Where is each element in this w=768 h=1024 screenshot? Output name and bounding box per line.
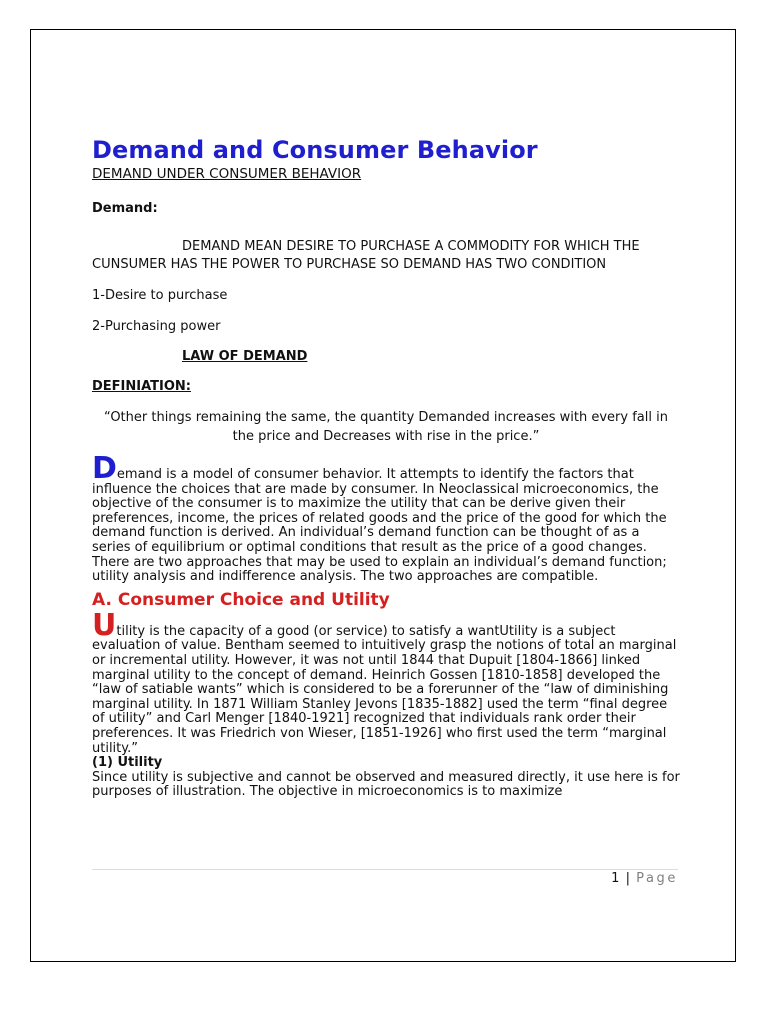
- document-title: Demand and Consumer Behavior: [92, 136, 538, 164]
- condition-1: 1-Desire to purchase: [92, 288, 228, 303]
- page-label: Page: [636, 871, 678, 886]
- paragraph-demand-model-text: emand is a model of consumer behavior. It attempts to identify the factors that influence the choices that are made by consumer. In Neoclassical microeconomics, the objective of the consumer is to maximize the utility that can be derive given their preferences, income, the prices of related goods and the price of the good for which the demand function is derived. An individual’s demand function can be thought of as a series of equilibrium or optimal conditions that result as the price of a good changes. There are two approaches that may be used to explain an individual’s demand function; utility analysis and indifference analysis. The two approaches are compatible.: [92, 467, 667, 585]
- dropcap-u: U: [92, 607, 117, 643]
- definition-heading: DEFINIATION:: [92, 379, 191, 394]
- condition-2: 2-Purchasing power: [92, 319, 221, 334]
- paragraph-utility-text: tility is the capacity of a good (or service) to satisfy a wantUtility is a subject evaluation of value. Bentham seemed to intuitively grasp the notions of total an marginal or incremental utility. However, it was not until 1844 that Dupuit [1804-1866] linked marginal utility to the concept of demand. Heinrich Gossen [1810-1858] developed the “law of satiable wants” which is considered to be a forerunner of the “law of diminishing marginal utility. In 1871 William Stanley Jevons [1835-1882] used the term “final degree of utility” and Carl Menger [1840-1921] recognized that individuals rank order their preferences. It was Friedrich von Wieser, [1851-1926] who first used the term “marginal utility.”: [92, 623, 677, 756]
- paragraph-utility-subjective: Since utility is subjective and cannot be observed and measured directly, it use here is for purposes of illustration. The objective in microeconomics is to maximize: [92, 769, 680, 800]
- demand-definition: DEMAND MEAN DESIRE TO PURCHASE A COMMODITY FOR WHICH THE CUNSUMER HAS THE POWER TO PURCHASE SO DEMAND HAS TWO CONDITION: [92, 239, 640, 272]
- sub-heading-utility: (1) Utility: [92, 755, 163, 771]
- paragraph-demand-model: [92, 451, 680, 585]
- demand-label: Demand:: [92, 201, 158, 216]
- document-body: [92, 135, 680, 800]
- footer-divider: [92, 869, 678, 870]
- page-number: 1: [611, 871, 620, 886]
- page-footer: [611, 870, 678, 888]
- section-heading-consumer-choice: A. Consumer Choice and Utility: [92, 589, 390, 610]
- document-subtitle: DEMAND UNDER CONSUMER BEHAVIOR: [92, 166, 362, 182]
- law-of-demand-heading: LAW OF DEMAND: [182, 349, 308, 364]
- paragraph-utility: [92, 607, 680, 756]
- dropcap-d: D: [92, 451, 117, 486]
- law-quote: “Other things remaining the same, the quantity Demanded increases with every fall in the price and Decreases with rise in the price.”: [104, 410, 668, 444]
- footer-separator: |: [625, 871, 630, 886]
